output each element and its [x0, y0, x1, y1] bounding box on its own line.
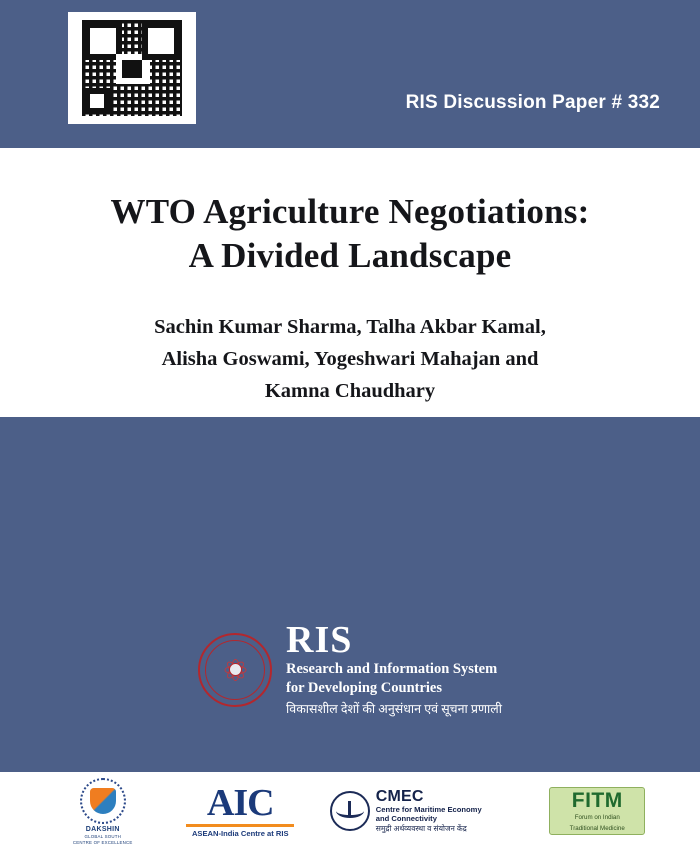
logo-cmec [330, 788, 520, 833]
qr-code-icon [82, 20, 182, 116]
dakshin-emblem-icon [80, 778, 126, 824]
author-line-2: Alisha Goswami, Yogeshwari Mahajan and [161, 347, 539, 370]
publisher-acronym: RIS [286, 619, 353, 661]
cmec-wordmark: CMEC [375, 788, 424, 806]
publisher-name-line-2: for Developing Countries [286, 680, 443, 697]
qr-corner-icon [84, 88, 110, 114]
publisher-logo [0, 619, 700, 717]
dakshin-wordmark: DAKSHIN [85, 825, 120, 833]
title-block [0, 148, 700, 417]
publisher-name-hindi: विकासशील देशों की अनुसंधान एवं सूचना प्रणाली [286, 702, 502, 717]
cmec-subtitle-hindi: समुद्री अर्थव्यवस्था व संयोजन केंद्र [375, 824, 467, 834]
cmec-emblem-icon [330, 791, 370, 831]
dakshin-tagline-2: CENTRE OF EXCELLENCE [72, 839, 133, 845]
publisher-text [286, 619, 502, 717]
cmec-subtitle-2: and Connectivity [375, 813, 437, 823]
footer-logo-strip [0, 772, 700, 850]
aic-subtitle: ASEAN-India Centre at RIS [191, 828, 289, 838]
aic-wordmark: AIC [206, 782, 274, 825]
logo-dakshin [55, 778, 151, 845]
fitm-subtitle-1: Forum on Indian [574, 813, 620, 821]
author-line-1: Sachin Kumar Sharma, Talha Akbar Kamal, [154, 316, 546, 339]
logo-fitm [549, 787, 645, 835]
cmec-subtitle-1: Centre for Maritime Economy [375, 805, 482, 815]
dakshin-tagline-1: GLOBAL SOUTH [84, 833, 121, 839]
qr-center-block [122, 60, 142, 78]
title-line-1: WTO Agriculture Negotiations: [110, 192, 590, 231]
fitm-subtitle-2: Traditional Medicine [569, 824, 625, 832]
header-band [0, 0, 700, 148]
fitm-wordmark: FITM [571, 788, 623, 812]
ris-emblem-icon [198, 633, 272, 707]
discussion-paper-number: RIS Discussion Paper # 332 [405, 92, 660, 113]
logo-aic [180, 784, 300, 838]
cover-body-band [0, 417, 700, 772]
publisher-name-line-1: Research and Information System [286, 661, 498, 678]
aic-divider [186, 824, 294, 827]
page-title [0, 190, 700, 278]
qr-code-container[interactable] [68, 12, 196, 124]
author-list [0, 312, 700, 407]
title-line-2: A Divided Landscape [188, 236, 512, 276]
author-line-3: Kamna Chaudhary [264, 379, 436, 402]
